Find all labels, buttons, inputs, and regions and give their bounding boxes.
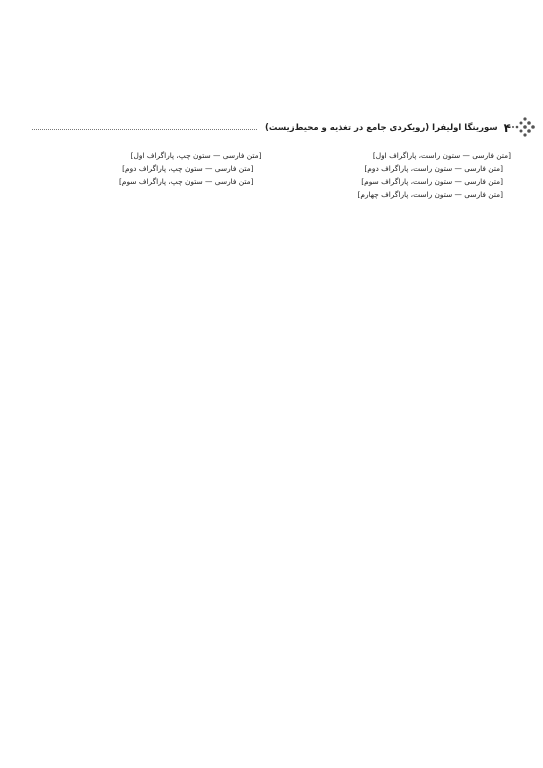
page-header xyxy=(32,118,511,138)
paragraph: [متن فارسی — ستون چپ، پاراگراف دوم] xyxy=(122,163,254,173)
paragraph: [متن فارسی — ستون چپ، پاراگراف اول] xyxy=(130,151,262,160)
paragraph: [متن فارسی — ستون چپ، پاراگراف سوم] xyxy=(119,176,254,186)
decorative-dots-icon xyxy=(507,112,537,142)
paragraph: [متن فارسی — ستون راست، پاراگراف اول] xyxy=(372,151,511,160)
running-title: سورینگا اولیفرا (رویکردی جامع در تغذیه و محیط‌زیست) xyxy=(265,123,498,133)
text-columns xyxy=(32,150,511,746)
header-divider xyxy=(32,129,257,130)
paragraph: [متن فارسی — ستون راست، پاراگراف چهارم] xyxy=(357,189,503,199)
paragraph: [متن فارسی — ستون راست، پاراگراف دوم] xyxy=(364,163,503,173)
page-number: ۴ xyxy=(503,121,511,135)
right-column xyxy=(282,150,512,746)
left-column xyxy=(32,150,262,746)
paragraph: [متن فارسی — ستون راست، پاراگراف سوم] xyxy=(361,176,503,186)
